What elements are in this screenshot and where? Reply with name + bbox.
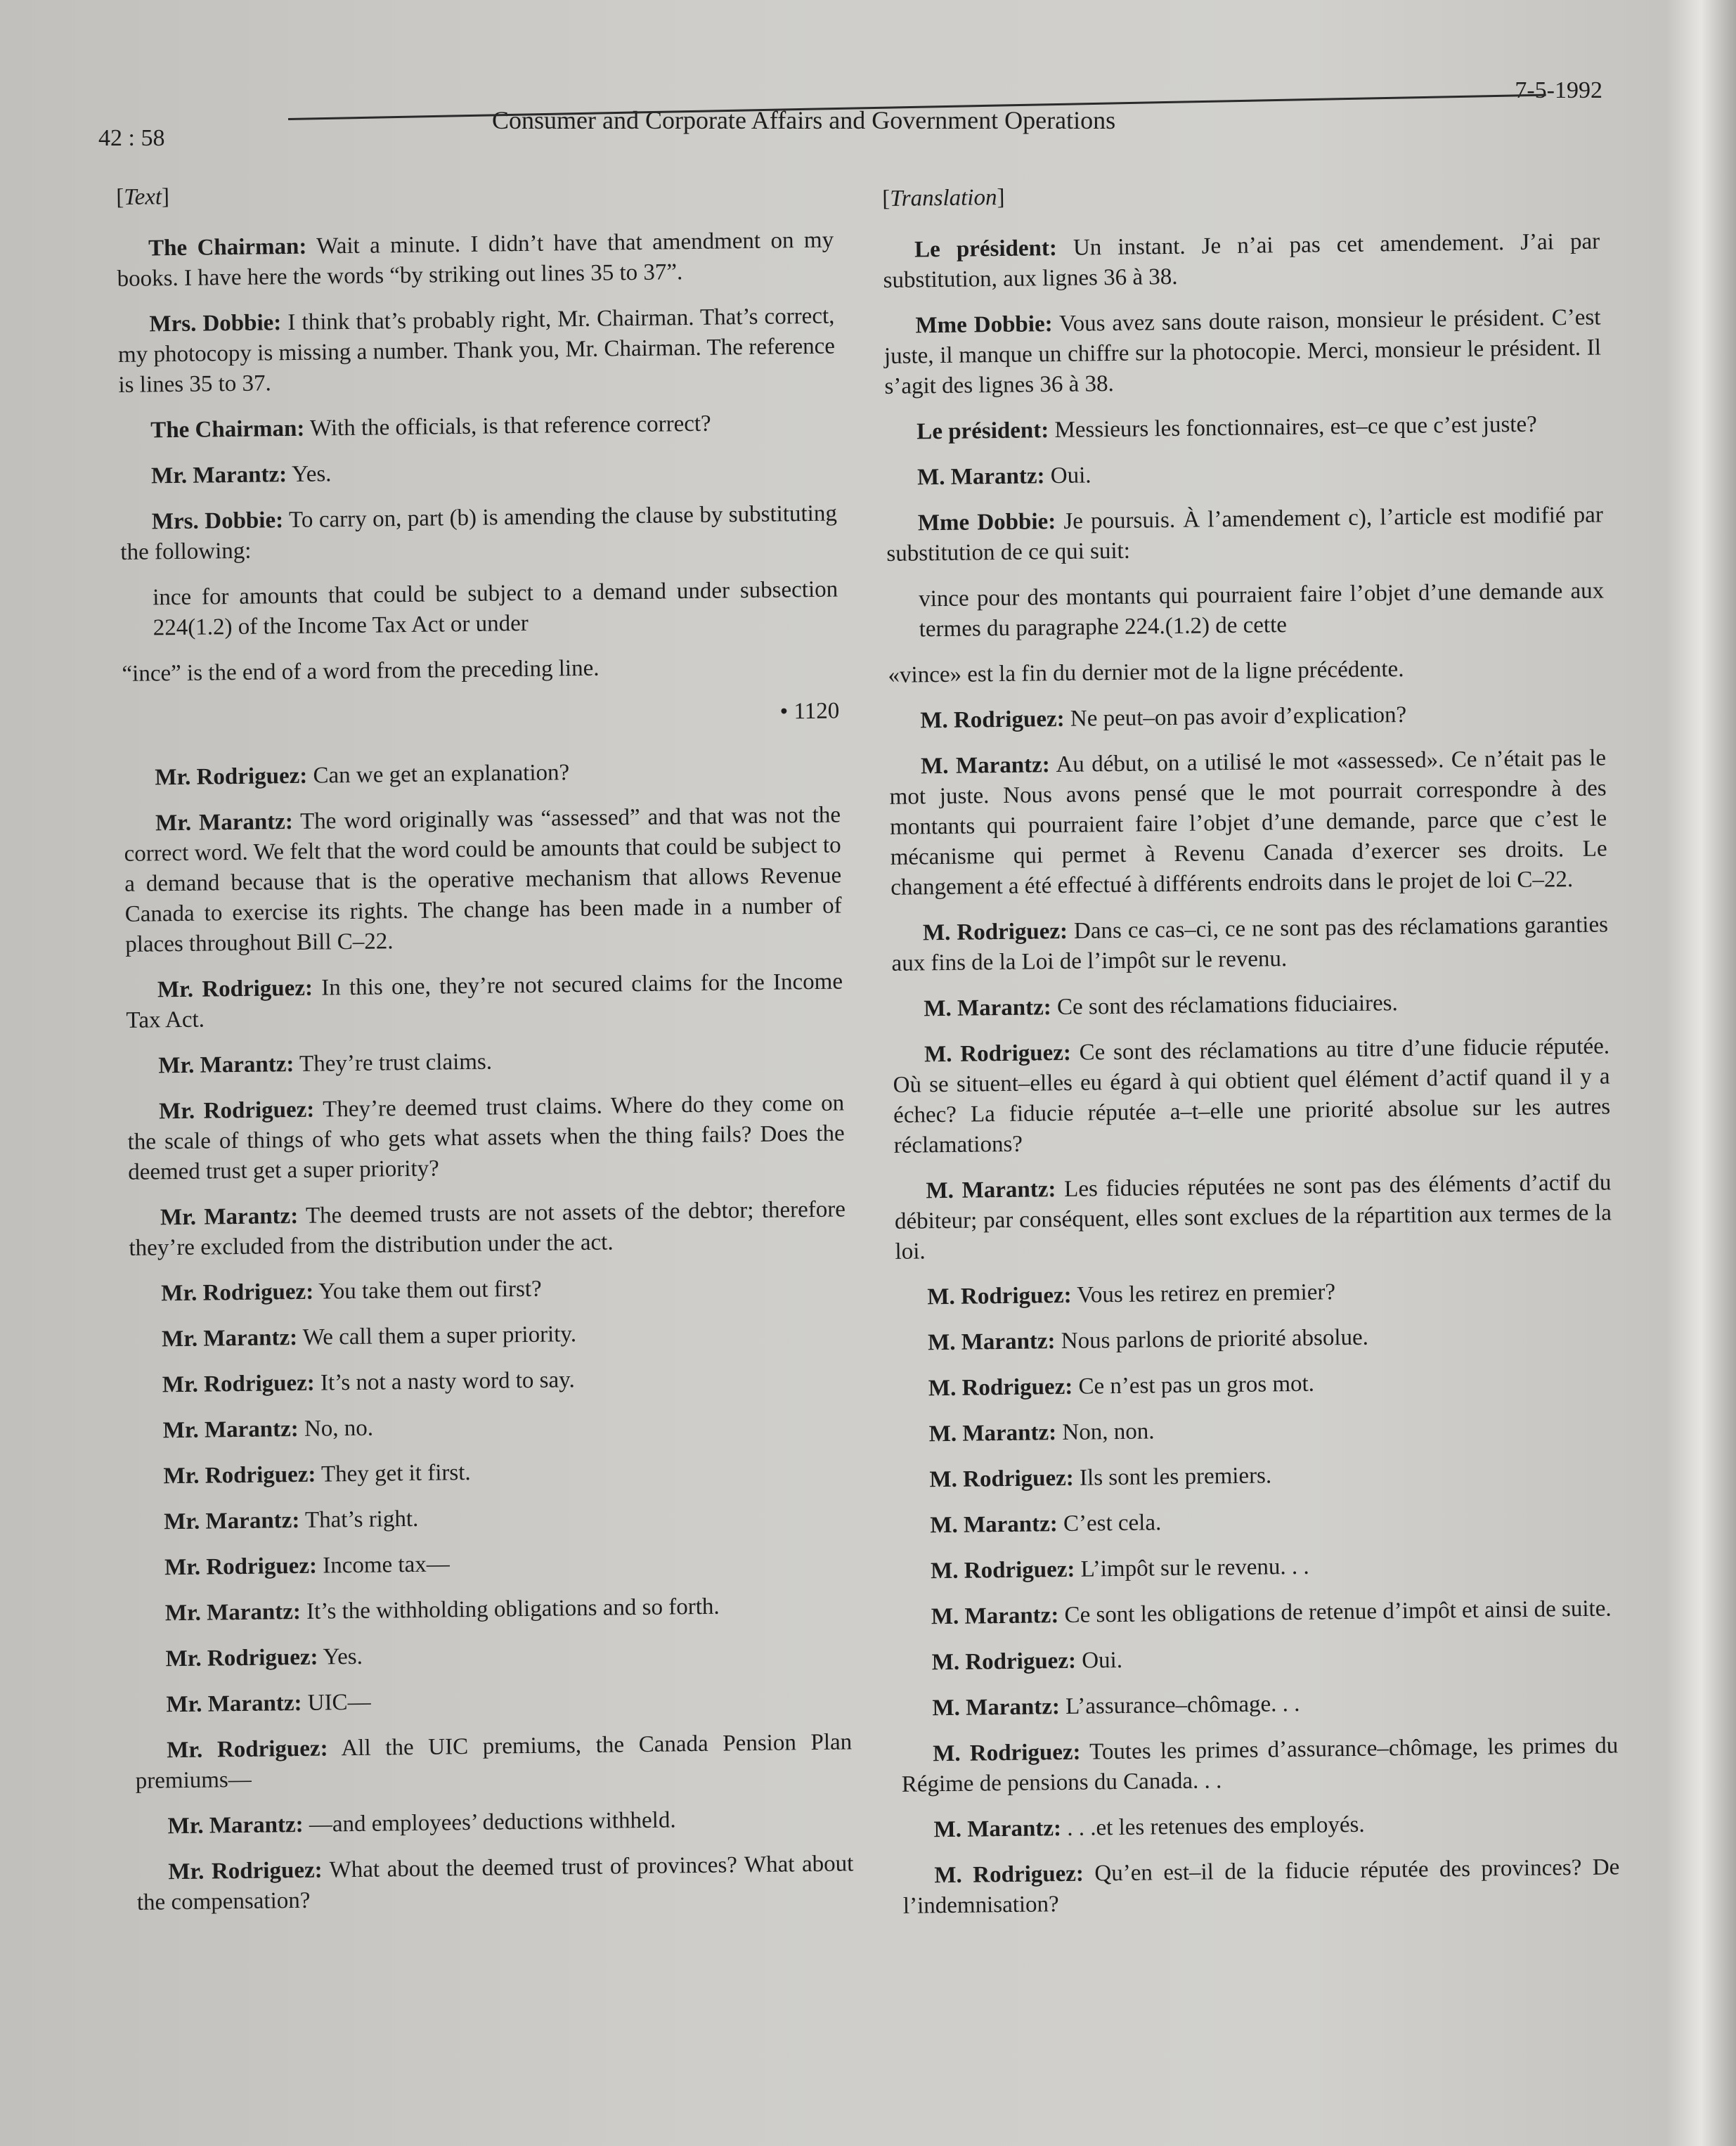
speaker-name: Le président: <box>914 235 1058 263</box>
speaker-name: M. Marantz: <box>933 1816 1062 1843</box>
speaker-name: M. Marantz: <box>924 995 1051 1022</box>
speech-paragraph <box>119 453 836 492</box>
speaker-name: Mr. Rodriguez: <box>162 1370 316 1398</box>
speech-text: Non, non. <box>1062 1418 1155 1445</box>
speech-text: To carry on, part (b) is amending the clause by substituting the following: <box>120 500 838 565</box>
section-label-translation: [Translation] <box>882 184 1005 212</box>
speech-paragraph <box>134 1590 850 1629</box>
speech-text: Ce sont des réclamations fiduciaires. <box>1056 990 1398 1021</box>
speaker-name: The Chairman: <box>148 233 307 261</box>
speech-text: Toutes les primes d’assurance–chômage, les primes du Régime de pensions du Canada. . . <box>901 1733 1619 1797</box>
speech-text: Un instant. Je n’ai pas cet amendement. J’ai par substitution, aux lignes 36 à 38. <box>883 228 1600 293</box>
speaker-name: Mr. Rodriguez: <box>165 1644 318 1672</box>
speaker-name: Mr. Marantz: <box>164 1598 302 1627</box>
page-header <box>98 77 1602 151</box>
speech-paragraph <box>131 1407 848 1446</box>
speech-paragraph <box>885 409 1602 448</box>
running-title: Consumer and Corporate Affairs and Government Operations <box>492 106 1116 134</box>
speaker-name: M. Marantz: <box>928 1420 1057 1447</box>
speaker-name: Mme Dobbie: <box>917 509 1056 536</box>
speech-paragraph <box>117 226 834 295</box>
speech-text: It’s not a nasty word to say. <box>320 1367 575 1396</box>
speech-paragraph <box>900 1685 1617 1724</box>
speech-paragraph <box>883 227 1600 296</box>
speech-paragraph <box>886 500 1604 569</box>
speech-paragraph <box>132 1499 849 1537</box>
speech-text: —and employees’ deductions withheld. <box>309 1807 676 1837</box>
english-column <box>116 174 854 1934</box>
speaker-name: M. Rodriguez: <box>930 1556 1075 1584</box>
speech-paragraph <box>895 1274 1612 1312</box>
speech-paragraph <box>898 1456 1614 1495</box>
speech-paragraph <box>134 1681 851 1720</box>
speech-paragraph <box>134 1636 850 1674</box>
french-column <box>882 176 1620 1937</box>
speech-paragraph <box>894 1168 1612 1267</box>
speech-text: Messieurs les fonctionnaires, est–ce que c’est juste? <box>1054 411 1537 444</box>
speaker-name: Mme Dobbie: <box>915 311 1053 339</box>
speech-text: Au début, on a utilisé le mot «assessed». Ce n’était pas le mot juste. Nous avons pensé que le mot pourrait correspondre à des montants qui pourraient faire l’objet d’une demande, parce que c’est le mécanisme qui permet à Revenu Canada d’exercer ses droits. Le changement a été effectué à différents endroits dans le projet de loi C–22. <box>889 745 1607 900</box>
speech-text: Ce sont les obligations de retenue d’impôt et ainsi de suite. <box>1064 1596 1612 1628</box>
speaker-name: Mr. Rodriguez: <box>168 1857 323 1885</box>
speech-text: They’re trust claims. <box>299 1049 493 1077</box>
speaker-name: Mr. Rodriguez: <box>161 1279 314 1307</box>
speaker-name: Mr. Marantz: <box>150 462 287 489</box>
speech-text: Income tax— <box>322 1551 450 1579</box>
speech-text: No, no. <box>304 1415 374 1442</box>
speech-text: The word originally was “assessed” and that was not the correct word. We felt that the word could be amounts that could be subject to a demand because that is the operative mechanism that allows Revenue Canada to exercise its rights. The change has been made in a number of places throughout Bill C–22. <box>124 802 842 957</box>
speaker-name: M. Rodriguez: <box>920 706 1065 734</box>
speaker-name: M. Marantz: <box>932 1694 1061 1721</box>
explanatory-note: “ince” is the end of a word from the preceding line. <box>122 655 600 687</box>
speaker-name: Mr. Marantz: <box>162 1416 299 1444</box>
speech-text: Oui. <box>1050 463 1092 489</box>
speech-paragraph <box>126 967 843 1035</box>
speaker-name: Mr. Rodriguez: <box>158 1097 315 1125</box>
speech-paragraph <box>136 1849 854 1918</box>
speaker-name: Mrs. Dobbie: <box>149 310 282 337</box>
speech-paragraph <box>902 1806 1619 1845</box>
speaker-name: M. Marantz: <box>916 463 1045 491</box>
speech-text: Can we get an explanation? <box>313 760 570 789</box>
speech-text: Ce n’est pas un gros mot. <box>1078 1371 1315 1400</box>
speech-text: They get it first. <box>320 1459 471 1487</box>
speech-paragraph <box>123 754 840 793</box>
speaker-name: M. Marantz: <box>930 1511 1058 1539</box>
speaker-name: M. Marantz: <box>926 1177 1056 1204</box>
speaker-name: Mr. Marantz: <box>161 1324 298 1352</box>
speech-text: C’est cela. <box>1063 1510 1162 1537</box>
speech-text: Ce sont des réclamations au titre d’une fiducie réputée. Où se situent–elles eu égard à qui obtient quel élément d’actif quand il y a échec? La fiducie réputée a–t–elle une priorité absolue sur les autres réclamations? <box>893 1033 1611 1158</box>
speaker-name: Mr. Marantz: <box>166 1690 302 1718</box>
speech-text: Yes. <box>323 1643 363 1670</box>
speech-paragraph <box>902 1852 1620 1921</box>
speech-paragraph <box>129 1270 846 1309</box>
speech-paragraph <box>135 1727 853 1796</box>
speech-text: What about the deemed trust of provinces? What about the compensation? <box>136 1851 854 1915</box>
speech-text: Les fiducies réputées ne sont pas des éléments d’actif du débiteur; par conséquent, elles sont exclues de la répartition aux termes de la loi. <box>894 1170 1612 1265</box>
page-folio: 42 : 58 <box>98 125 165 151</box>
speech-text: Qu’en est–il de la fiducie réputée des provinces? De l’indemnisation? <box>902 1854 1620 1919</box>
speech-text: Yes. <box>291 461 332 487</box>
speech-text: . . .et les retenues des employés. <box>1067 1811 1365 1841</box>
speech-paragraph <box>131 1362 848 1400</box>
speech-text: Dans ce cas–ci, ce ne sont pas des réclamations garanties aux fins de la Loi de l’impôt sur le revenu. <box>891 912 1609 976</box>
speech-text: With the officials, is that reference correct? <box>309 411 711 441</box>
speaker-name: Mrs. Dobbie: <box>151 508 284 535</box>
explanatory-note: «vince» est la fin du dernier mot de la ligne précédente. <box>888 656 1404 688</box>
speaker-name: M. Marantz: <box>920 752 1051 780</box>
speaker-name: Mr. Marantz: <box>155 808 294 836</box>
speaker-name: Le président: <box>916 418 1049 445</box>
speech-paragraph <box>127 1042 843 1081</box>
speech-text: They’re deemed trust claims. Where do they come on the scale of things of who gets what assets when the thing fails? Does the deemed trust get a super priority? <box>127 1090 845 1185</box>
speech-paragraph <box>896 1319 1613 1358</box>
speech-text: Je poursuis. À l’amendement c), l’article est modifié par substitution de ce qui suit: <box>886 502 1604 567</box>
speech-text: Oui. <box>1082 1647 1123 1674</box>
speech-paragraph <box>897 1365 1614 1404</box>
speech-text: The deemed trusts are not assets of the debtor; therefore they’re excluded from the distribution under the act. <box>129 1196 846 1261</box>
speech-text: L’impôt sur le revenu. . . <box>1080 1553 1309 1582</box>
speech-paragraph <box>892 985 1609 1024</box>
speech-paragraph <box>120 499 838 568</box>
speech-text: I think that’s probably right, Mr. Chairman. That’s correct, my photocopy is missing a number. Thank you, Mr. Chairman. The reference is lines 35 to 37. <box>117 303 836 398</box>
speech-paragraph <box>133 1544 850 1583</box>
speaker-name: Mr. Rodriguez: <box>155 763 308 791</box>
speech-text: All the UIC premiums, the Canada Pension Plan premiums— <box>135 1729 853 1794</box>
quoted-amendment: vince pour des montants qui pourraient faire l’objet d’une demande aux termes du paragraphe 224.(1.2) de cette <box>918 578 1605 642</box>
speech-paragraph <box>131 1453 848 1492</box>
speaker-name: M. Marantz: <box>927 1329 1056 1356</box>
speech-text: Vous avez sans doute raison, monsieur le président. C’est juste, il manque un chiffre sur la photocopie. Merci, monsieur le président. Il s’agit des lignes 36 à 38. <box>883 304 1602 399</box>
speech-paragraph <box>119 408 836 446</box>
speech-text: Vous les retirez en premier? <box>1077 1279 1336 1308</box>
page-date: 7-5-1992 <box>1515 77 1602 103</box>
speaker-name: Mr. Rodriguez: <box>157 975 313 1003</box>
speech-paragraph <box>900 1639 1617 1678</box>
speech-paragraph <box>124 800 843 959</box>
speech-text: Ils sont les premiers. <box>1079 1463 1272 1491</box>
speaker-name: Mr. Marantz: <box>160 1203 299 1231</box>
speech-paragraph <box>900 1594 1617 1632</box>
speaker-name: M. Rodriguez: <box>931 1648 1077 1676</box>
speech-text: We call them a super priority. <box>302 1321 577 1350</box>
speaker-name: Mr. Marantz: <box>167 1811 304 1840</box>
speech-paragraph <box>127 1088 845 1187</box>
speech-text: It’s the withholding obligations and so forth. <box>306 1594 720 1624</box>
speech-text: In this one, they’re not secured claims for the Income Tax Act. <box>126 969 843 1033</box>
speech-paragraph <box>899 1548 1616 1586</box>
speaker-name: M. Rodriguez: <box>934 1861 1084 1889</box>
speaker-name: M. Rodriguez: <box>928 1373 1073 1402</box>
speaker-name: Mr. Rodriguez: <box>163 1461 316 1489</box>
speaker-name: M. Marantz: <box>931 1603 1059 1630</box>
speech-text: Ne peut–on pas avoir d’explication? <box>1070 702 1407 732</box>
speech-paragraph <box>891 910 1609 978</box>
section-label-text: [Text] <box>116 184 170 210</box>
speech-paragraph <box>897 1411 1614 1449</box>
speech-paragraph <box>130 1316 847 1355</box>
time-marker: • 1120 <box>779 698 840 725</box>
quoted-amendment: ince for amounts that could be subject to a demand under subsection 224(1.2) of the Income Tax Act or under <box>152 576 838 641</box>
speech-paragraph <box>129 1194 846 1263</box>
speech-text: L’assurance–chômage. . . <box>1065 1691 1300 1719</box>
speech-paragraph <box>136 1803 853 1842</box>
speech-paragraph <box>893 1031 1611 1161</box>
speech-paragraph <box>886 455 1602 493</box>
speaker-name: M. Rodriguez: <box>924 1040 1072 1068</box>
speaker-name: M. Rodriguez: <box>927 1282 1072 1310</box>
speech-text: Wait a minute. I didn’t have that amendment on my books. I have here the words “by striking out lines 35 to 37”. <box>117 227 834 292</box>
speaker-name: Mr. Marantz: <box>158 1051 294 1079</box>
speech-paragraph <box>888 697 1605 736</box>
speech-text: That’s right. <box>304 1506 419 1533</box>
speaker-name: Mr. Rodriguez: <box>167 1735 328 1764</box>
speaker-name: M. Rodriguez: <box>922 918 1068 946</box>
speech-text: UIC— <box>307 1689 371 1716</box>
speaker-name: M. Rodriguez: <box>933 1739 1081 1767</box>
speech-text: You take them out first? <box>318 1276 542 1305</box>
speaker-name: M. Rodriguez: <box>929 1465 1075 1493</box>
speech-text: Nous parlons de priorité absolue. <box>1061 1324 1369 1355</box>
speaker-name: Mr. Marantz: <box>164 1507 300 1535</box>
speaker-name: Mr. Rodriguez: <box>164 1553 318 1581</box>
speech-paragraph <box>889 743 1608 903</box>
speaker-name: The Chairman: <box>150 415 305 444</box>
speech-paragraph <box>117 302 835 401</box>
speech-paragraph <box>898 1502 1615 1541</box>
speech-paragraph <box>883 303 1601 402</box>
speech-paragraph <box>901 1731 1619 1799</box>
